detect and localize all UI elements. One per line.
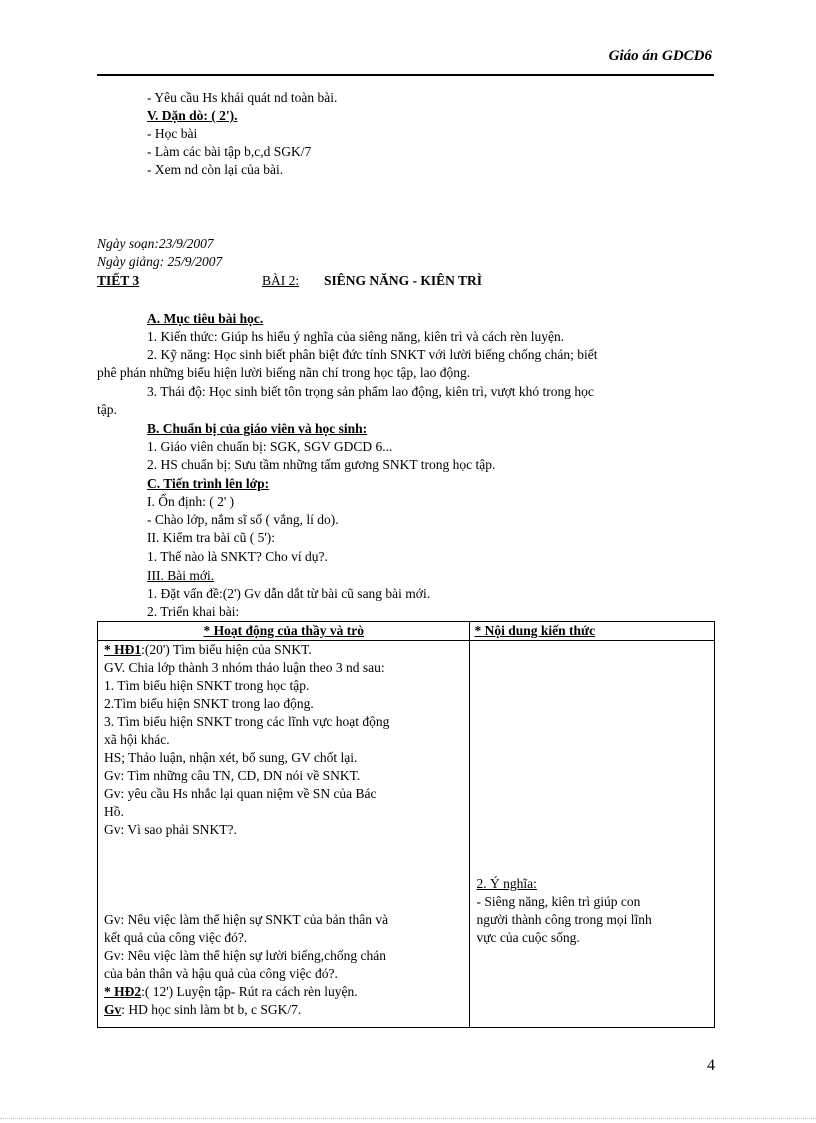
activity-line: Gv: Nêu việc làm thể hiện sự SNKT của bản thân và [104, 912, 389, 927]
activity-line: Gv: Tìm những câu TN, CD, DN nói về SNKT. [104, 768, 361, 783]
activity-line: xã hội khác. [104, 732, 170, 747]
hd1-text: :(20') Tìm biểu hiện của SNKT. [141, 642, 312, 657]
homework-item: - Học bài [147, 126, 198, 141]
prep-student: 2. HS chuẩn bị: Sưu tầm những tấm gương SNKT trong học tập. [147, 457, 496, 472]
activity-line: Hồ. [104, 804, 124, 819]
spacer [476, 641, 708, 875]
meaning-line: người thành công trong mọi lĩnh [476, 912, 652, 927]
spacer [104, 839, 463, 911]
homework-heading: V. Dặn dò: ( 2'). [147, 108, 238, 123]
objective-skill-cont: phê phán những biểu hiện lười biếng nãn chí trong học tập, lao động. [97, 365, 471, 380]
table-header-row [98, 622, 715, 641]
activity-line: kết quả của công việc đó?. [104, 930, 248, 945]
objective-attitude: 3. Thái độ: Học sinh biết tôn trọng sản phẩm lao động, kiên trì, vượt khó trong học [147, 384, 594, 399]
header-rule [97, 74, 714, 76]
hd2-text: :( 12') Luyện tập- Rút ra cách rèn luyện. [141, 984, 358, 999]
content-cell [470, 641, 715, 1028]
homework-item: - Làm các bài tập b,c,d SGK/7 [147, 144, 312, 159]
page-number: 4 [707, 1057, 715, 1074]
summary-line: - Yêu cầu Hs khái quát nd toàn bài. [147, 90, 338, 105]
objective-skill: 2. Kỹ năng: Học sinh biết phân biệt đức tính SNKT với lười biếng chống chán; biết [147, 347, 598, 362]
activity-line: Gv: yêu cầu Hs nhắc lại quan niệm về SN của Bác [104, 786, 377, 801]
meaning-heading: 2. Ý nghĩa: [476, 876, 537, 891]
objective-attitude-cont: tập. [97, 402, 117, 417]
activity-line: HS; Thảo luận, nhận xét, bổ sung, GV chốt lại. [104, 750, 358, 765]
header-title: Giáo án GDCD6 [608, 48, 712, 64]
activity-line: 2.Tìm biểu hiện SNKT trong lao động. [104, 696, 314, 711]
step-introduce: 1. Đặt vấn đề:(2') Gv dẫn dắt từ bài cũ sang bài mới. [147, 586, 431, 601]
lesson-number: BÀI 2: [262, 273, 300, 288]
page-bottom-divider [0, 1118, 816, 1119]
step-stabilize: I. Ổn định: ( 2' ) [147, 494, 235, 509]
section-b-heading: B. Chuẩn bị của giáo viên và học sinh: [147, 421, 368, 436]
hd1-label: * HĐ1 [104, 642, 142, 657]
step-new-lesson: III. Bài mới. [147, 568, 215, 583]
meaning-line: - Siêng năng, kiên trì giúp con [476, 894, 641, 909]
activity-hd2 [104, 983, 463, 1001]
objective-knowledge: 1. Kiến thức: Giúp hs hiểu ý nghĩa của siêng năng, kiên trì và cách rèn luyện. [147, 329, 565, 344]
step-review-question: 1. Thế nào là SNKT? Cho ví dụ?. [147, 549, 328, 564]
activity-line: GV. Chia lớp thành 3 nhóm thảo luận theo 3 nd sau: [104, 660, 385, 675]
lesson-title: SIÊNG NĂNG - KIÊN TRÌ [324, 273, 483, 288]
gv-text: : HD học sinh làm bt b, c SGK/7. [121, 1002, 302, 1017]
col-activities-header: * Hoạt động của thầy và trò [98, 622, 470, 641]
activity-line: 1. Tìm biểu hiện SNKT trong học tập. [104, 678, 310, 693]
step-stabilize-detail: - Chào lớp, nắm sĩ số ( vắng, lí do). [147, 512, 339, 527]
activity-gv [104, 1001, 463, 1019]
step-review: II. Kiểm tra bài cũ ( 5'): [147, 530, 276, 545]
section-a-heading: A. Mục tiêu bài học. [147, 311, 264, 326]
activity-hd1 [104, 641, 463, 659]
table-row [98, 641, 715, 1028]
activity-line: Gv: Vì sao phải SNKT?. [104, 822, 237, 837]
lesson-period: TIẾT 3 [97, 273, 140, 288]
step-develop: 2. Triển khai bài: [147, 604, 240, 619]
hd2-label: * HĐ2 [104, 984, 142, 999]
homework-item: - Xem nd còn lại của bài. [147, 162, 284, 177]
col-content-header: * Nội dung kiến thức [470, 622, 715, 641]
activities-cell [98, 641, 470, 1028]
prep-teacher: 1. Giáo viên chuẩn bị: SGK, SGV GDCD 6... [147, 439, 393, 454]
date-taught: Ngày giảng: 25/9/2007 [97, 254, 223, 269]
date-prepared: Ngày soạn:23/9/2007 [97, 236, 214, 251]
gv-label: Gv [104, 1002, 122, 1017]
activity-line: Gv: Nêu việc làm thể hiện sự lười biếng,chống chán [104, 948, 386, 963]
activity-line: 3. Tìm biểu hiện SNKT trong các lĩnh vực hoạt động [104, 714, 390, 729]
activity-line: của bản thân và hậu quả của công việc đó?. [104, 966, 338, 981]
meaning-line: vực của cuộc sống. [476, 930, 580, 945]
section-c-heading: C. Tiến trình lên lớp: [147, 476, 270, 491]
lesson-table [97, 621, 715, 1028]
